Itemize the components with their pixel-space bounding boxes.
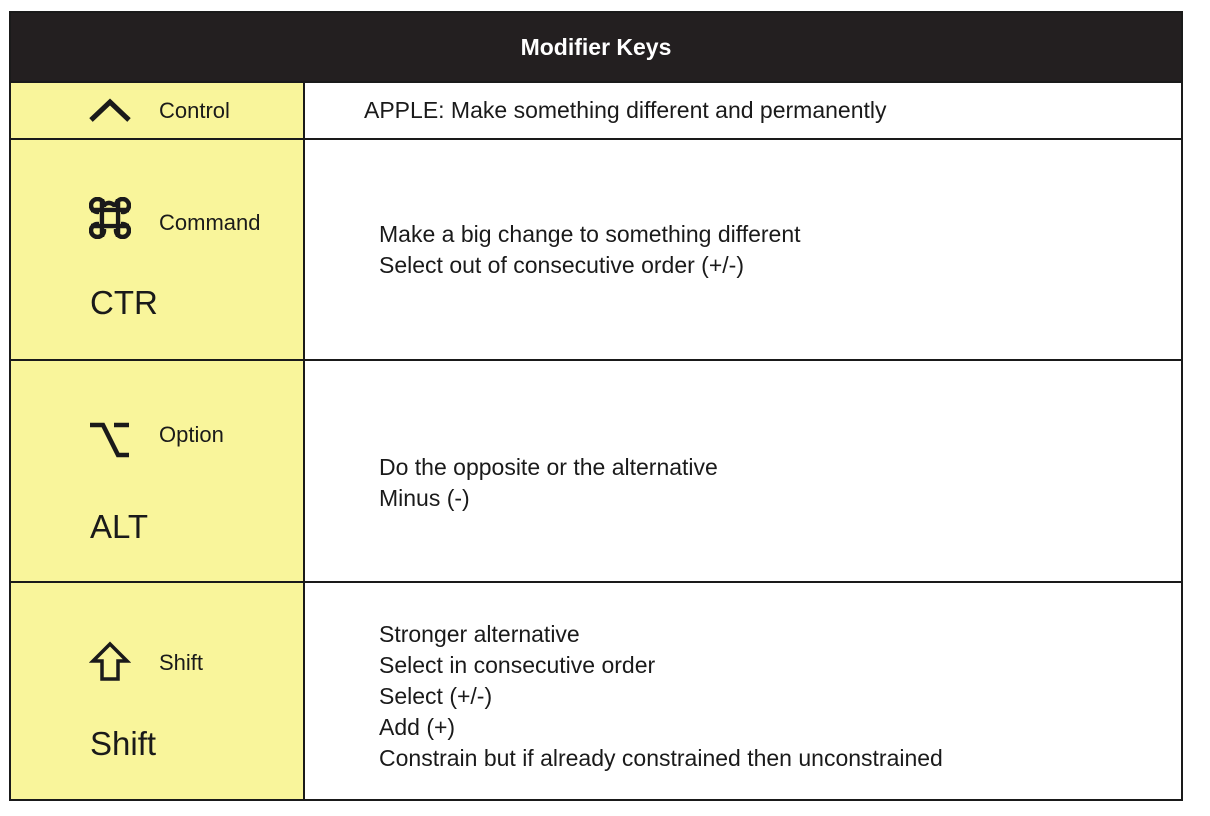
modifier-keys-table <box>9 11 1183 801</box>
control-caret-icon <box>89 87 131 129</box>
key-name: Shift <box>159 650 204 675</box>
description-cell <box>305 140 1181 359</box>
description-line: Minus (-) <box>379 485 470 511</box>
key-cell <box>11 140 305 359</box>
table-row <box>11 359 1181 581</box>
description-line: APPLE: Make something different and permanently <box>364 97 887 123</box>
table-row <box>11 581 1181 799</box>
description-line: Do the opposite or the alternative <box>379 454 718 480</box>
key-cell <box>11 83 305 138</box>
key-cell <box>11 583 305 799</box>
description-line: Select out of consecutive order (+/-) <box>379 252 744 278</box>
description-lines <box>379 619 943 774</box>
description-line: Select in consecutive order <box>379 652 656 678</box>
option-icon <box>89 417 131 459</box>
description-line: Constrain but if already constrained then unconstrained <box>379 745 943 771</box>
description-lines <box>379 219 801 281</box>
windows-key-name: Shift <box>90 725 157 762</box>
table-row <box>11 138 1181 359</box>
key-cell <box>11 361 305 581</box>
table-header <box>11 13 1181 81</box>
description-cell <box>305 83 1181 138</box>
description-line: Select (+/-) <box>379 683 493 709</box>
key-name: Option <box>159 422 224 447</box>
description-line: Add (+) <box>379 714 456 740</box>
key-name: Command <box>159 210 261 235</box>
key-name: Control <box>159 98 230 123</box>
command-icon <box>89 197 131 239</box>
description-line: Make a big change to something different <box>379 221 801 247</box>
shift-arrow-icon <box>89 641 131 683</box>
description-lines <box>379 452 718 514</box>
description-cell <box>305 361 1181 581</box>
description-cell <box>305 583 1181 799</box>
table-title: Modifier Keys <box>520 33 672 60</box>
description-line: Stronger alternative <box>379 621 580 647</box>
windows-key-name: CTR <box>90 284 158 321</box>
windows-key-name: ALT <box>90 508 149 545</box>
table-row <box>11 81 1181 138</box>
